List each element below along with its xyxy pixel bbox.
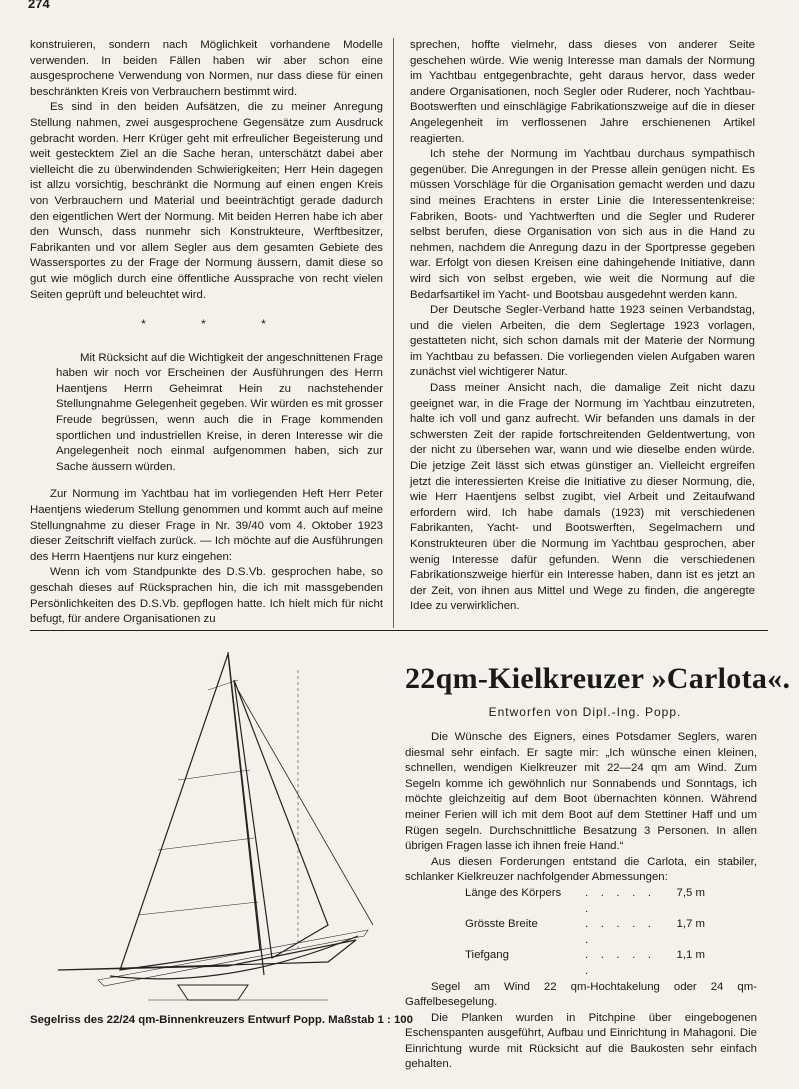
paragraph: sprechen, hoffte vielmehr, dass dieses von anderer Seite geschehen würde. Wie wenig Interesse man damals der Normung im Yachtbau entgegenbrachte, geht daraus hervor, dass weder andere Organisationen, noch Segler oder Ruderer, noch Yachtbau-Bootswerften und einschlägige Fabrikationszweige auf die in dieser Angelegenheit im verflossenen Jahre erschienenen Artikel reagierten. xyxy=(410,39,755,145)
paragraph: Ich stehe der Normung im Yachtbau durchaus sympathisch gegenüber. Die Anregungen in der Presse allein genügen nicht. Es müssen Vorschläge für die Organisation gemacht werden und dazu sind meines Erachtens in erster Linie die Interessentenkreise: Fabriken, Boots- und Yachtwerften und die Segler und Ruderer selbst berufen, diese Organisation von sich aus in die Hand zu nehmen, nachdem die Anregung dazu in der Sportpresse gegeben war. Erfolgt von diesen Kreisen eine dahingehende Initiative, dann wird sich von selbst ergeben, wie weit die Normung auf die Bedarfsartikel im Yacht- und Bootsbau ausgedehnt werden kann. xyxy=(410,148,755,301)
paragraph: Der Deutsche Segler-Verband hatte 1923 seinen Verbandstag, und die vielen Arbeiten, die dem Seglertage 1923 vorlagen, gestatteten nicht, sich schon damals mit der Materie der Normung im Yachtbau zu befassen. Die vorliegenden vielen Aufgaben waren zunächst viel wichtigerer Natur. xyxy=(410,304,755,379)
section-separator: * * * xyxy=(141,317,292,332)
paragraph: Die Planken wurden in Pitchpine über eingebogenen Eschenspanten ausgeführt, Aufbau und Einrichtung in Mahagoni. Die Einrichtung wurde mit Rücksicht auf die Baukosten sehr einfach gehalten. xyxy=(405,1011,757,1071)
figure-caption: Segelriss des 22/24 qm-Binnenkreuzers Entwurf Popp. Maßstab 1 : 100 xyxy=(30,1014,413,1026)
left-column xyxy=(30,38,383,628)
forestay xyxy=(238,690,373,925)
paragraph: Mit Rücksicht auf die Wichtigkeit der angeschnittenen Frage haben wir noch vor Erscheinen der Ausführungen des Herrn Haentjens Herrn Geheimrat Hein zu nachstehender Stellungnahme Gelegenheit gegeben. Wir würden es mit grosser Freude begrüssen, wenn auch die in Frage kommenden sportlichen und industriellen Kreise, in deren Interesse wir die Angelegenheit noch einmal aufgenommen haben, sich zur Sache äussern würden. xyxy=(56,351,383,473)
sail-batten xyxy=(178,770,250,780)
editorial-note xyxy=(30,351,383,476)
dimension-value: 7,5 m xyxy=(676,886,705,899)
dimensions-table xyxy=(465,886,757,980)
article-byline: Entworfen von Dipl.-Ing. Popp. xyxy=(488,705,682,719)
paragraph: Die Wünsche des Eigners, eines Potsdamer Seglers, waren diesmal sehr einfach. Er sagte mir: „Ich wünsche einen kleinen, schnellen, wendigen Kielkreuzer mit 22—24 qm am Wind. Zum Segeln komme ich gewöhnlich nur Sonnabends und Sonntags, ich möchte gleichzeitig auf dem Boot übernachten können. Während meiner Ferien will ich mit dem Boot auf dem Stettiner Haff und um Rügen segeln. Durchschnittliche Besatzung 3 Personen. In allen übrigen Fragen lasse ich ihnen freie Hand.“ xyxy=(405,731,757,853)
section-rule xyxy=(30,630,768,631)
paragraph: Dass meiner Ansicht nach, die damalige Zeit nicht dazu geeignet war, in die Frage der Normung im Yachtbau einzutreten, halte ich voll und ganz aufrecht. Wir befanden uns damals in der schwersten Zeit der rapide fortschreitenden Geldentwertung, von der nicht zu übersehen war, wann und wie dieselbe enden würde. Die jetzige Zeit lässt sich etwas günstiger an. Vielleicht ergreifen jetzt die interessierten Kreise die Initiative zu dieser Normung, die, wie Herr Haentjens selbst zugibt, viel Arbeit und Zeitaufwand erfordern wird. Ich habe damals (1923) mit verschiedenen Fabrikanten, Yacht- und Bootswerften, Segelmachern und Konstrukteuren über die Normung im Yachtbau gesprochen, aber wenig Interesse dafür gefunden. Wenn die verschiedenen Fabrikationszweige hierfür ein Interesse haben, dann ist es jetzt an der Zeit, von ihnen aus Mittel und Wege zu finden, die angeregte Idee zu verwirklichen. xyxy=(410,382,755,613)
paragraph: Segel am Wind 22 qm-Hochtakelung oder 24 qm-Gaffelbesegelung. xyxy=(405,980,757,1009)
mainsail xyxy=(120,654,260,970)
dimension-dots: . . . . . . xyxy=(585,918,655,946)
article-body xyxy=(405,730,757,1073)
dimension-label: Tiefgang xyxy=(465,949,509,962)
hull-deck xyxy=(58,940,356,970)
paragraph: Es sind in den beiden Aufsätzen, die zu meiner Anregung Stellung nahmen, zwei ausgesprochene Gegensätze zum Ausdruck gebracht worden. Herr Krüger geht mit erfreulicher Begeisterung und weit gestecktem Ziel an die Sache heran, unterschätzt dabei aber vielleicht die zu überwindenden Schwierigkeiten; Herr Hein dagegen ist allzu vorsichtig, beschränkt die Normung auf einen engen Kreis von Verbrauchern und Material und beeinträchtigt gerade dadurch den eigentlichen Wert der Normung. Mit beiden Herren habe ich aber den Wunsch, dass nunmehr sich Konstrukteure, Werftbesitzer, Fabrikanten und vor allem Segler aus dem gesamten Gebiete des Wassersportes zu der Frage der Normung äussern, damit diese so gut wie möglich durch eine öffentliche Aussprache von recht vielen Seiten geprüft und beleuchtet wird. xyxy=(30,101,383,301)
dimension-label: Grösste Breite xyxy=(465,918,538,931)
hull-line xyxy=(110,936,358,979)
dimension-row xyxy=(465,917,705,948)
paragraph: Aus diesen Forderungen entstand die Carlota, ein stabiler, schlanker Kielkreuzer nachfolgender Abmessungen: xyxy=(405,855,757,884)
dimension-value: 1,7 m xyxy=(676,918,705,931)
dimension-value: 1,1 m xyxy=(676,949,705,962)
keel xyxy=(178,985,248,1000)
dimension-row xyxy=(465,886,705,917)
paragraph: Wenn ich vom Standpunkte des D.S.Vb. gesprochen habe, so geschah dieses auf Rücksprachen hin, die ich mit massgebenden Persönlichkeiten des D.S.Vb. gepflogen hatte. Ich hielt mich für nicht befugt, für andere Organisationen zu xyxy=(30,566,383,626)
article-title: 22qm-Kielkreuzer »Carlota«. xyxy=(405,662,791,695)
sail-plan-drawing xyxy=(28,640,388,1010)
dimension-dots: . . . . . . xyxy=(585,949,655,977)
sail-batten xyxy=(138,902,258,915)
dimension-label: Länge des Körpers xyxy=(465,886,562,899)
page-number: 274 xyxy=(28,0,50,11)
dimension-row xyxy=(465,948,705,979)
column-divider xyxy=(393,38,394,628)
sail-batten xyxy=(158,838,254,850)
hull-shape xyxy=(98,930,368,986)
sail-batten xyxy=(208,680,238,690)
paragraph: Zur Normung im Yachtbau hat im vorliegenden Heft Herr Peter Haentjens wiederum Stellung genommen und kommt auch auf meine Stellungnahme zu dieser Frage in Nr. 39/40 vom 4. Oktober 1923 dieser Zeitschrift vielfach zurück. — Ich möchte auf die Ausführungen des Herrn Haentjens nur kurz eingehen: xyxy=(30,488,383,563)
right-column xyxy=(410,38,755,615)
dimension-dots: . . . . . . xyxy=(585,886,655,915)
jib xyxy=(234,680,328,958)
paragraph: konstruieren, sondern nach Möglichkeit vorhandene Modelle verwenden. In beiden Fällen haben wir aber schon eine ausgesprochene Verwendung von Normen, nur dass diese für einen beschränkten Kreis von Verbrauchern bestimmt wird. xyxy=(30,39,383,98)
